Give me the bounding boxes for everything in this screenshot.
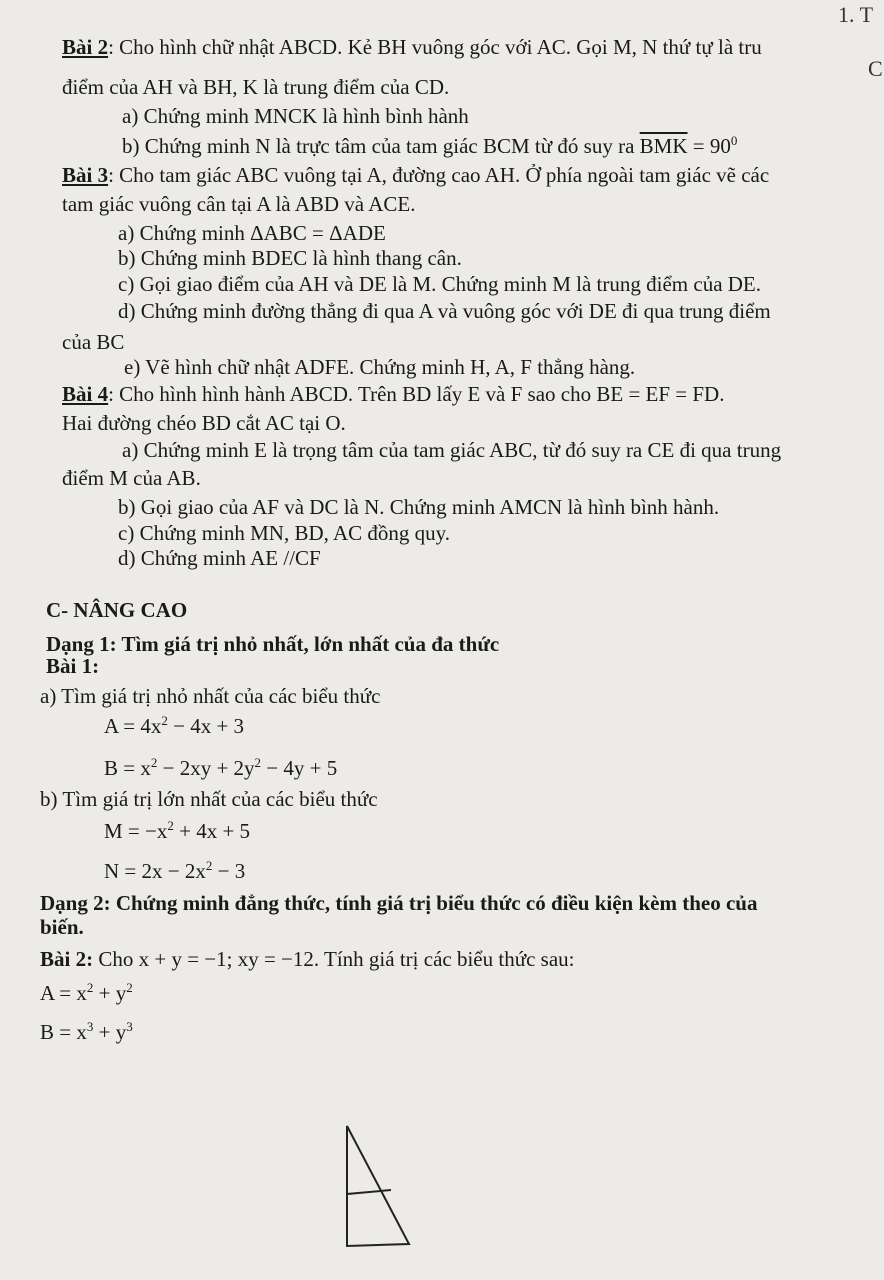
bai3-line1: [62, 162, 769, 188]
dang1-title: Dạng 1: Tìm giá trị nhỏ nhất, lớn nhất của đa thức: [46, 632, 500, 656]
bai2-b-angle: $\overline{BMK}$: [639, 134, 688, 158]
bai4-text1: : Cho hình hình hành ABCD. Trên BD lấy E và F sao cho BE = EF = FD.: [108, 382, 725, 406]
bai2-line1: [62, 34, 762, 60]
dang1-expr-b: [104, 755, 337, 781]
expr-a-sup: 2: [161, 713, 168, 728]
expr-n-sup: 2: [205, 858, 213, 873]
bai4-d: d) Chứng minh AE //CF: [118, 546, 321, 570]
bai2-title: Bài 2: [62, 35, 109, 59]
bai3-title: Bài 3: [62, 163, 109, 187]
d2-expr-a-part2: + y: [93, 981, 127, 1005]
bai4-c: c) Chứng minh MN, BD, AC đồng quy.: [118, 521, 451, 545]
bai3-e: e) Vẽ hình chữ nhật ADFE. Chứng minh H, A, F thẳng hàng.: [124, 355, 636, 379]
bai2-line2: điểm của AH và BH, K là trung điểm của CD.: [62, 75, 450, 99]
dang2-expr-b: [40, 1019, 133, 1045]
dang2-bai2-label: Bài 2:: [40, 947, 94, 971]
bai2-b-sup: 0: [730, 133, 738, 148]
dang1-expr-m: [104, 818, 250, 844]
bai2-a: a) Chứng minh MNCK là hình bình hành: [122, 104, 469, 128]
expr-m-sup: 2: [167, 818, 174, 833]
bai3-b: b) Chứng minh BDEC là hình thang cân.: [118, 246, 462, 270]
bai2-b-eq: = 90: [687, 134, 731, 158]
expr-a-part2: − 4x + 3: [167, 714, 245, 738]
bai3-line2: tam giác vuông cân tại A là ABD và ACE.: [62, 192, 416, 216]
d2-expr-a-sup2: 2: [126, 980, 133, 995]
bai4-b: b) Gọi giao của AF và DC là N. Chứng minh AMCN là hình bình hành.: [118, 495, 720, 519]
expr-b-sup1: 2: [150, 755, 158, 770]
expr-m-part1: M = −x: [104, 819, 168, 843]
expr-b-part1: B = x: [104, 756, 151, 780]
triangle-outline: [347, 1126, 409, 1246]
triangle-crossline: [347, 1190, 391, 1194]
dang2-bai2: [40, 946, 574, 972]
bai2-text1: : Cho hình chữ nhật ABCD. Kẻ BH vuông góc với AC. Gọi M, N thứ tự là tru: [108, 35, 762, 59]
dang2-title1: Dạng 2: Chứng minh đẳng thức, tính giá trị biểu thức có điều kiện kèm theo của: [40, 891, 758, 915]
dang1-expr-n: [104, 858, 245, 884]
corner-letter: C: [868, 56, 883, 81]
expr-n-part1: N = 2x − 2x: [104, 859, 206, 883]
bai4-line2: Hai đường chéo BD cắt AC tại O.: [62, 411, 346, 435]
dang1-b: b) Tìm giá trị lớn nhất của các biểu thức: [40, 787, 378, 811]
d2-expr-b-part2: + y: [93, 1020, 127, 1044]
bai4-a2: điểm M của AB.: [62, 466, 201, 490]
expr-n-part2: − 3: [212, 859, 246, 883]
d2-expr-b-part1: B = x: [40, 1020, 87, 1044]
dang1-a: a) Tìm giá trị nhỏ nhất của các biểu thức: [40, 684, 381, 708]
section-nang-cao: C- NÂNG CAO: [46, 598, 188, 622]
dang2-bai2-text: Cho x + y = −1; xy = −12. Tính giá trị các biểu thức sau:: [93, 947, 575, 971]
bai2-b-text: b) Chứng minh N là trực tâm của tam giác BCM từ đó suy ra: [122, 134, 640, 158]
bai3-c: c) Gọi giao điểm của AH và DE là M. Chứng minh M là trung điểm của DE.: [118, 272, 762, 296]
bai4-a1: a) Chứng minh E là trọng tâm của tam giác ABC, từ đó suy ra CE đi qua trung: [122, 438, 782, 462]
dang2-expr-a: [40, 980, 133, 1006]
bai3-d2: của BC: [62, 330, 125, 354]
bai3-a: a) Chứng minh ΔABC = ΔADE: [118, 221, 386, 245]
bai3-text1: : Cho tam giác ABC vuông tại A, đường cao AH. Ở phía ngoài tam giác vẽ các: [108, 163, 770, 187]
expr-b-sup2: 2: [254, 755, 262, 770]
bai2-b: [122, 133, 737, 159]
d2-expr-b-sup2: 3: [126, 1019, 133, 1034]
d2-expr-a-part1: A = x: [40, 981, 87, 1005]
dang1-bai1: Bài 1:: [46, 654, 100, 678]
expr-m-part2: + 4x + 5: [173, 819, 251, 843]
bai4-title: Bài 4: [62, 382, 109, 406]
bai3-d1: d) Chứng minh đường thẳng đi qua A và vuông góc với DE đi qua trung điểm: [118, 299, 771, 323]
d2-expr-b-sup1: 3: [86, 1019, 94, 1034]
triangle-sketch: [335, 1118, 425, 1258]
expr-a-part1: A = 4x: [104, 714, 162, 738]
dang1-expr-a: [104, 713, 244, 739]
expr-b-part2: − 2xy + 2y: [157, 756, 255, 780]
d2-expr-a-sup1: 2: [86, 980, 94, 995]
dang2-title2: biến.: [40, 915, 84, 939]
expr-b-part3: − 4y + 5: [261, 756, 338, 780]
corner-number: 1. T: [838, 2, 874, 27]
bai4-line1: [62, 381, 724, 407]
